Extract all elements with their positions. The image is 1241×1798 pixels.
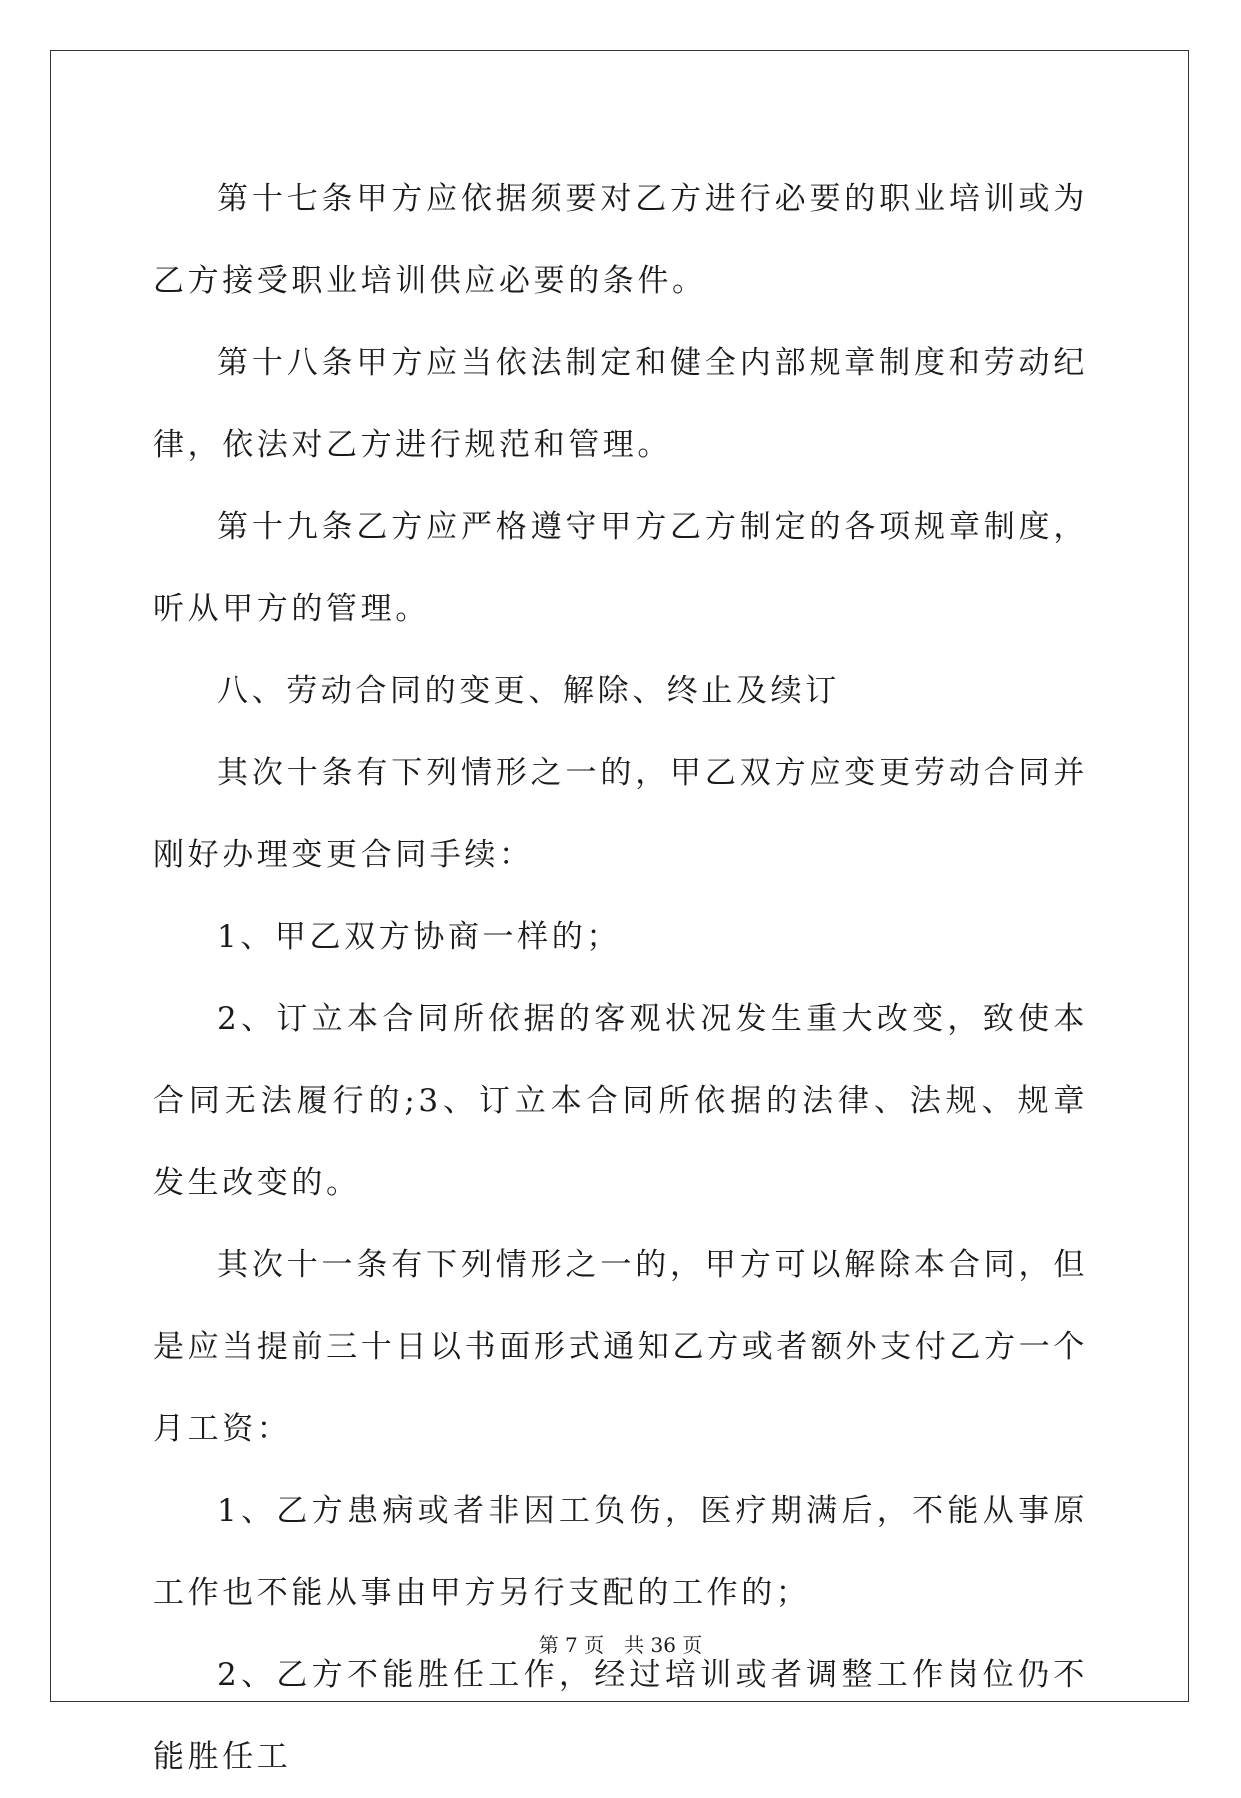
paragraph-article-19: 第十九条乙方应严格遵守甲方乙方制定的各项规章制度，听从甲方的管理。 bbox=[153, 509, 1088, 627]
page-number-footer: 第 7 页 共 36 页 bbox=[538, 1633, 703, 1657]
paragraph-article-20: 其次十条有下列情形之一的，甲乙双方应变更劳动合同并刚好办理变更合同手续： bbox=[153, 755, 1088, 873]
list-item-21-2: 2、乙方不能胜任工作，经过培训或者调整工作岗位仍不能胜任工 bbox=[153, 1657, 1088, 1775]
paragraph-article-21: 其次十一条有下列情形之一的，甲方可以解除本合同，但是应当提前三十日以书面形式通知乙方或者额外支付乙方一个月工资： bbox=[153, 1247, 1088, 1447]
document-body bbox=[153, 158, 1088, 1798]
paragraph-article-17: 第十七条甲方应依据须要对乙方进行必要的职业培训或为乙方接受职业培训供应必要的条件。 bbox=[153, 181, 1088, 299]
list-item-21-1: 1、乙方患病或者非因工负伤，医疗期满后，不能从事原工作也不能从事由甲方另行支配的工作的； bbox=[153, 1493, 1088, 1611]
list-item-20-1: 1、甲乙双方协商一样的； bbox=[217, 919, 621, 955]
section-heading-8: 八、劳动合同的变更、解除、终止及续订 bbox=[217, 673, 840, 709]
paragraph-article-18: 第十八条甲方应当依法制定和健全内部规章制度和劳动纪律，依法对乙方进行规范和管理。 bbox=[153, 345, 1088, 463]
list-item-20-2-3: 2、订立本合同所依据的客观状况发生重大改变，致使本合同无法履行的;3、订立本合同所依据的法律、法规、规章发生改变的。 bbox=[153, 1001, 1088, 1201]
